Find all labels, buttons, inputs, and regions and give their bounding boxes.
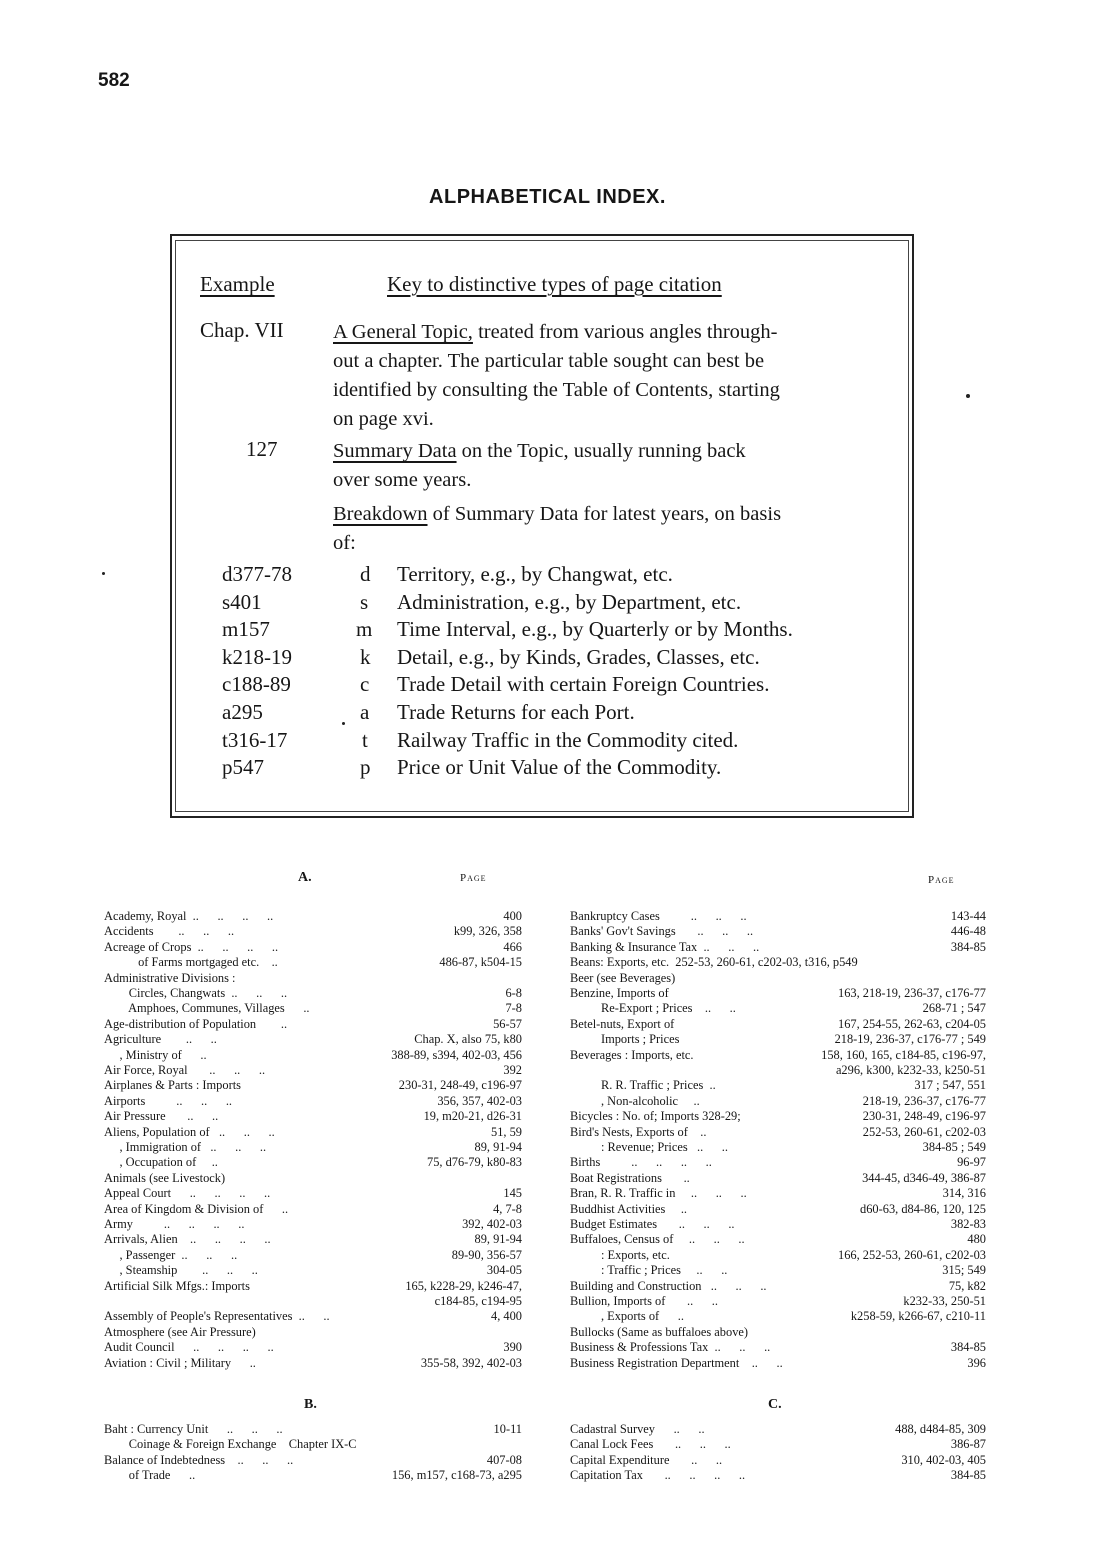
key-general-description: [333, 318, 893, 434]
index-entry-label: of Farms mortgaged etc. ..: [104, 955, 278, 970]
key-code-row: [222, 562, 902, 590]
index-entry: [104, 940, 522, 955]
index-entry: [104, 1279, 522, 1294]
index-entry: [570, 1232, 986, 1247]
index-entry-label: Coinage & Foreign Exchange Chapter IX-C: [104, 1437, 357, 1452]
key-code-description: Trade Returns for each Port.: [397, 699, 635, 724]
index-entry-label: Aliens, Population of .. .. ..: [104, 1124, 275, 1139]
index-entry-label: Airplanes & Parts : Imports: [104, 1078, 241, 1093]
key-code-letter: m: [356, 617, 373, 642]
key-general-line: identified by consulting the Table of Contents, starting: [333, 379, 780, 401]
index-entry-pages: 310, 402-03, 405: [901, 1452, 986, 1467]
index-entry: [570, 1248, 986, 1263]
index-entry-pages: 145: [503, 1186, 522, 1201]
index-entry-label: Bullocks (Same as buffaloes above): [570, 1324, 749, 1339]
index-entry: [104, 909, 522, 924]
index-entry-label: Arrivals, Alien .. .. .. ..: [104, 1232, 271, 1247]
index-entry-pages: 96-97: [957, 1155, 986, 1170]
index-entry-pages: 317 ; 547, 551: [914, 1078, 986, 1093]
index-entry-pages: 344-45, d346-49, 386-87: [862, 1170, 986, 1185]
index-entry: [570, 1325, 986, 1340]
index-entry-pages: 488, d484-85, 309: [895, 1422, 986, 1436]
index-entry-label: Bird's Nests, Exports of ..: [570, 1124, 707, 1139]
key-general-line: out a chapter. The particular table sought can best be: [333, 350, 765, 372]
index-entry-label: Beverages : Imports, etc.: [570, 1047, 694, 1062]
section-heading-a: A.: [298, 870, 312, 885]
page-number: 582: [98, 70, 130, 91]
index-entry-pages: 268-71 ; 547: [922, 1001, 986, 1016]
index-entry-pages: 315; 549: [942, 1263, 986, 1278]
key-code-row: [222, 590, 902, 618]
index-entry-label: , Passenger .. .. ..: [104, 1247, 238, 1262]
index-entry: [104, 1340, 522, 1355]
index-entry: [104, 1125, 522, 1140]
index-entry-label: Acreage of Crops .. .. .. ..: [104, 939, 279, 954]
index-entry: [570, 1437, 986, 1452]
section-heading-c: C.: [768, 1397, 782, 1412]
index-entry-pages: 89-90, 356-57: [451, 1247, 522, 1262]
index-entry: [104, 1309, 522, 1324]
index-entry-pages: 75, k82: [948, 1278, 986, 1293]
index-entry-label: Agriculture .. ..: [104, 1032, 217, 1047]
index-entry-label: Benzine, Imports of: [570, 986, 669, 1000]
index-entry-pages: 6-8: [505, 986, 522, 1000]
index-entry: [104, 1325, 522, 1340]
index-entry-label: Betel-nuts, Export of: [570, 1016, 675, 1031]
key-col-key-heading: Key to distinctive types of page citation: [387, 272, 722, 296]
key-code-letter: t: [362, 727, 368, 752]
key-code-list: [222, 562, 902, 783]
index-entry-label: Accidents .. .. ..: [104, 924, 235, 939]
key-summary-line: over some years.: [333, 469, 472, 491]
index-entry-pages: Chap. X, also 75, k80: [414, 1032, 522, 1047]
index-entry-pages: 230-31, 248-49, c196-97: [862, 1109, 986, 1124]
index-entry-label: , Occupation of ..: [104, 1155, 218, 1170]
page-column-label: Page: [928, 874, 955, 886]
index-entry-pages: 165, k228-29, k246-47,: [405, 1278, 522, 1293]
key-code-description: Trade Detail with certain Foreign Countries.: [397, 672, 770, 697]
index-entry: [570, 1001, 986, 1016]
index-entry-pages: 167, 254-55, 262-63, c204-05: [838, 1016, 986, 1031]
key-code-row: [222, 728, 902, 756]
index-entry: [570, 1063, 986, 1078]
index-entry: [104, 986, 522, 1001]
index-entry-label: Capital Expenditure .. ..: [570, 1452, 723, 1467]
index-entry-pages: 314, 316: [942, 1186, 986, 1201]
key-code-example: m157: [222, 617, 270, 642]
key-general-term: A General Topic,: [333, 321, 473, 343]
index-entry-label: Amphoes, Communes, Villages ..: [104, 1001, 310, 1016]
index-entry-label: Beer (see Beverages): [570, 970, 676, 985]
index-entry: [570, 1217, 986, 1232]
index-entry: [104, 1248, 522, 1263]
index-entry: [104, 1001, 522, 1016]
key-code-description: Railway Traffic in the Commodity cited.: [397, 727, 739, 752]
page-column-label: Page: [460, 872, 487, 884]
index-entry-pages: 384-85: [950, 1468, 986, 1483]
section-heading-b: B.: [304, 1397, 317, 1412]
key-col-example-heading: Example: [200, 272, 275, 296]
index-entry-pages: 386-87: [950, 1437, 986, 1452]
index-entry: [570, 1140, 986, 1155]
key-code-letter: p: [360, 755, 371, 780]
scan-speck: [966, 394, 970, 398]
index-entry: [570, 1094, 986, 1109]
key-code-example: c188-89: [222, 672, 291, 697]
index-entry-pages: 388-89, s394, 402-03, 456: [391, 1047, 522, 1062]
index-entry-pages: 466: [503, 939, 522, 954]
index-entry: [570, 1468, 986, 1483]
index-entry: [104, 1422, 522, 1437]
index-entry: [570, 1017, 986, 1032]
key-summary-example: 127: [246, 437, 278, 461]
index-entry-label: Cadastral Survey .. ..: [570, 1422, 705, 1436]
key-summary-line: on the Topic, usually running back: [456, 440, 746, 462]
scan-speck: [342, 722, 345, 725]
key-code-letter: a: [360, 699, 370, 724]
index-entry-pages: 218-19, 236-37, c176-77 ; 549: [834, 1032, 986, 1047]
key-code-row: [222, 672, 902, 700]
key-general-example: Chap. VII: [200, 318, 284, 342]
index-entry-label: Atmosphere (see Air Pressure): [104, 1324, 256, 1339]
index-entry-pages: 7-8: [505, 1001, 522, 1016]
index-entry-label: R. R. Traffic ; Prices ..: [570, 1078, 716, 1093]
index-entry-label: Bullion, Imports of .. ..: [570, 1294, 718, 1308]
index-entry-label: Building and Construction .. .. ..: [570, 1278, 767, 1293]
index-entry-pages: 480: [967, 1232, 986, 1247]
index-entry-label: Beans: Exports, etc. 252-53, 260-61, c202-03, t316, p549: [570, 955, 858, 970]
index-entry-pages: 75, d76-79, k80-83: [427, 1155, 522, 1170]
index-entry-pages: d60-63, d84-86, 120, 125: [860, 1201, 986, 1216]
key-code-example: k218-19: [222, 644, 292, 669]
index-entry-pages: 382-83: [950, 1217, 986, 1231]
index-entry-label: Boat Registrations ..: [570, 1170, 690, 1185]
index-entry-label: Re-Export ; Prices .. ..: [570, 1001, 736, 1016]
index-entry: [570, 1186, 986, 1201]
index-entry: [104, 1453, 522, 1468]
index-entry-pages: k232-33, 250-51: [903, 1294, 986, 1308]
index-entry-pages: 384-85: [950, 939, 986, 954]
index-entry-label: : Traffic ; Prices .. ..: [570, 1263, 728, 1278]
index-entry-label: , Immigration of .. .. ..: [104, 1140, 267, 1154]
index-entry-pages: 166, 252-53, 260-61, c202-03: [838, 1247, 986, 1262]
index-entry-label: Age-distribution of Population ..: [104, 1016, 288, 1031]
index-entry-label: Airports .. .. ..: [104, 1093, 233, 1108]
index-entry: [104, 1217, 522, 1232]
key-code-description: Administration, e.g., by Department, etc.: [397, 589, 742, 614]
key-code-row: [222, 755, 902, 783]
index-entry-label: Artificial Silk Mfgs.: Imports: [104, 1278, 250, 1293]
index-entry-label: Bicycles : No. of; Imports 328-29;: [570, 1109, 741, 1124]
index-entry-label: Budget Estimates .. .. ..: [570, 1217, 735, 1231]
key-code-description: Detail, e.g., by Kinds, Grades, Classes, etc.: [397, 644, 760, 669]
index-entry: [104, 955, 522, 970]
index-entry-label: , Steamship .. .. ..: [104, 1263, 258, 1278]
index-entry: [104, 1186, 522, 1201]
index-entry-label: Administrative Divisions :: [104, 970, 236, 985]
index-entry-pages: 19, m20-21, d26-31: [423, 1109, 522, 1124]
index-entry: [570, 909, 986, 924]
index-entry-label: Bran, R. R. Traffic in .. .. ..: [570, 1186, 747, 1201]
index-entry-pages: 407-08: [486, 1452, 522, 1467]
index-entry-label: Banking & Insurance Tax .. .. ..: [570, 939, 760, 954]
key-code-example: d377-78: [222, 562, 292, 586]
index-entry: [104, 1140, 522, 1155]
index-entry: [570, 971, 986, 986]
index-entry-pages: 158, 160, 165, c184-85, c196-97,: [821, 1047, 986, 1062]
index-entry: [570, 1294, 986, 1309]
index-entry-pages: a296, k300, k232-33, k250-51: [835, 1063, 986, 1077]
index-entry-pages: 400: [503, 909, 522, 923]
index-entry: [104, 1017, 522, 1032]
index-entry: [570, 1048, 986, 1063]
index-entry-label: Banks' Gov't Savings .. .. ..: [570, 924, 754, 939]
index-entry: [104, 1356, 522, 1371]
index-entry-pages: 10-11: [493, 1422, 522, 1436]
index-entry: [570, 1263, 986, 1278]
key-code-letter: k: [360, 644, 371, 669]
index-entry: [570, 1155, 986, 1170]
index-entry-label: Canal Lock Fees .. .. ..: [570, 1437, 731, 1452]
key-code-example: p547: [222, 755, 264, 780]
index-entry-label: Capitation Tax .. .. .. ..: [570, 1468, 746, 1483]
index-entry-pages: c184-85, c194-95: [434, 1294, 522, 1308]
index-entry-pages: 51, 59: [491, 1124, 522, 1139]
index-entry: [104, 1032, 522, 1047]
index-entry: [570, 940, 986, 955]
index-entry-pages: k99, 326, 358: [453, 924, 522, 939]
index-entry: [104, 1094, 522, 1109]
index-entry-pages: 56-57: [493, 1016, 522, 1031]
index-entry-label: Assembly of People's Representatives .. ..: [104, 1309, 330, 1324]
index-entry: [570, 1078, 986, 1093]
index-entry-pages: 396: [967, 1355, 986, 1370]
index-entry-label: : Revenue; Prices .. ..: [570, 1140, 728, 1154]
index-entry: [104, 1063, 522, 1078]
index-entry-label: Circles, Changwats .. .. ..: [104, 986, 288, 1000]
key-code-letter: s: [360, 589, 369, 614]
index-entry-label: Bankruptcy Cases .. .. ..: [570, 909, 747, 923]
index-entry: [104, 1171, 522, 1186]
key-code-example: t316-17: [222, 727, 288, 752]
index-entry-label: Births .. .. .. ..: [570, 1155, 712, 1170]
index-entry: [570, 1125, 986, 1140]
index-entry: [104, 1078, 522, 1093]
index-entry-label: Academy, Royal .. .. .. ..: [104, 909, 274, 923]
index-entry-label: Baht : Currency Unit .. .. ..: [104, 1422, 283, 1436]
index-entry: [104, 1468, 522, 1483]
index-entry: [104, 1232, 522, 1247]
index-entry: [570, 1422, 986, 1437]
index-entry-pages: 156, m157, c168-73, a295: [391, 1468, 522, 1483]
index-entry-label: Aviation : Civil ; Military ..: [104, 1355, 256, 1370]
index-entry-pages: 163, 218-19, 236-37, c176-77: [838, 986, 986, 1000]
index-entry: [104, 1048, 522, 1063]
index-entry: [570, 1356, 986, 1371]
index-entry: [570, 1279, 986, 1294]
index-entry-pages: 4, 400: [491, 1309, 522, 1324]
index-entry-label: Air Pressure .. ..: [104, 1109, 219, 1124]
index-entry: [570, 986, 986, 1001]
key-general-line: treated from various angles through-: [472, 321, 778, 343]
index-entry: [104, 1263, 522, 1278]
index-entry-label: of Trade ..: [104, 1468, 196, 1483]
key-code-row: [222, 700, 902, 728]
index-entry-label: Army .. .. .. ..: [104, 1217, 245, 1231]
index-entry: [104, 1294, 522, 1309]
index-entry-pages: 4, 7-8: [493, 1201, 522, 1216]
key-summary-term: Summary Data: [333, 440, 457, 462]
index-entry-label: Buddhist Activities ..: [570, 1201, 688, 1216]
index-entry: [570, 1109, 986, 1124]
index-entry-label: Air Force, Royal .. .. ..: [104, 1063, 266, 1077]
key-code-letter: c: [360, 672, 370, 697]
index-entry: [570, 1340, 986, 1355]
index-entry-label: Imports ; Prices: [570, 1032, 680, 1047]
key-breakdown-line: of Summary Data for latest years, on basis: [427, 503, 782, 525]
index-entry-label: Audit Council .. .. .. ..: [104, 1340, 274, 1355]
index-entry-label: , Ministry of ..: [104, 1047, 207, 1062]
index-entry: [570, 924, 986, 939]
index-entry-pages: 355-58, 392, 402-03: [420, 1355, 522, 1370]
key-code-example: a295: [222, 699, 263, 724]
index-entry-pages: 143-44: [950, 909, 986, 923]
index-entry: [104, 924, 522, 939]
index-entry-label: Animals (see Livestock): [104, 1170, 226, 1185]
index-entry-pages: 230-31, 248-49, c196-97: [398, 1078, 522, 1093]
key-code-letter: d: [360, 562, 371, 586]
index-entry-pages: 392, 402-03: [462, 1217, 522, 1231]
index-entry-pages: 89, 91-94: [474, 1140, 522, 1154]
index-entry-pages: 390: [503, 1340, 522, 1355]
key-breakdown-term: Breakdown: [333, 503, 428, 525]
index-entry-label: , Exports of ..: [570, 1309, 684, 1324]
index-entry: [570, 1453, 986, 1468]
key-code-example: s401: [222, 589, 262, 614]
index-entry: [104, 971, 522, 986]
index-entry-label: : Exports, etc.: [570, 1247, 670, 1262]
index-entry-pages: 384-85 ; 549: [922, 1140, 986, 1154]
index-entry-pages: 356, 357, 402-03: [437, 1093, 522, 1108]
key-summary-description: [333, 437, 893, 495]
index-entry-pages: 384-85: [950, 1340, 986, 1355]
index-entry: [104, 1109, 522, 1124]
index-entry-pages: 304-05: [486, 1263, 522, 1278]
key-breakdown-description: [333, 500, 893, 558]
scan-speck: [102, 572, 105, 575]
index-entry-label: , Non-alcoholic ..: [570, 1093, 700, 1108]
index-entry-label: Balance of Indebtedness .. .. ..: [104, 1452, 294, 1467]
index-entry-pages: 486-87, k504-15: [439, 955, 522, 970]
key-code-row: [222, 645, 902, 673]
index-entry: [570, 1202, 986, 1217]
index-entry-label: Appeal Court .. .. .. ..: [104, 1186, 271, 1201]
index-entry: [570, 955, 986, 970]
index-entry-pages: k258-59, k266-67, c210-11: [850, 1309, 986, 1324]
key-code-row: [222, 617, 902, 645]
index-entry: [570, 1171, 986, 1186]
index-entry-pages: 218-19, 236-37, c176-77: [862, 1093, 986, 1108]
key-code-description: Time Interval, e.g., by Quarterly or by Months.: [397, 617, 793, 642]
key-breakdown-line: of:: [333, 532, 356, 554]
key-code-description: Territory, e.g., by Changwat, etc.: [397, 562, 673, 586]
index-entry-label: Area of Kingdom & Division of ..: [104, 1201, 289, 1216]
key-general-line: on page xvi.: [333, 408, 434, 430]
page-title: ALPHABETICAL INDEX.: [429, 186, 666, 208]
index-entry-pages: 89, 91-94: [474, 1232, 522, 1247]
index-entry-pages: 392: [503, 1063, 522, 1077]
index-entry-pages: 446-48: [950, 924, 986, 939]
index-entry-label: Business Registration Department .. ..: [570, 1355, 783, 1370]
index-entry: [104, 1155, 522, 1170]
index-entry: [104, 1437, 522, 1452]
index-entry-label: Buffaloes, Census of .. .. ..: [570, 1232, 745, 1247]
index-entry-pages: 252-53, 260-61, c202-03: [862, 1124, 986, 1139]
index-entry: [570, 1309, 986, 1324]
index-entry: [104, 1202, 522, 1217]
key-code-description: Price or Unit Value of the Commodity.: [397, 755, 722, 780]
index-entry: [570, 1032, 986, 1047]
index-entry-label: Business & Professions Tax .. .. ..: [570, 1340, 771, 1355]
